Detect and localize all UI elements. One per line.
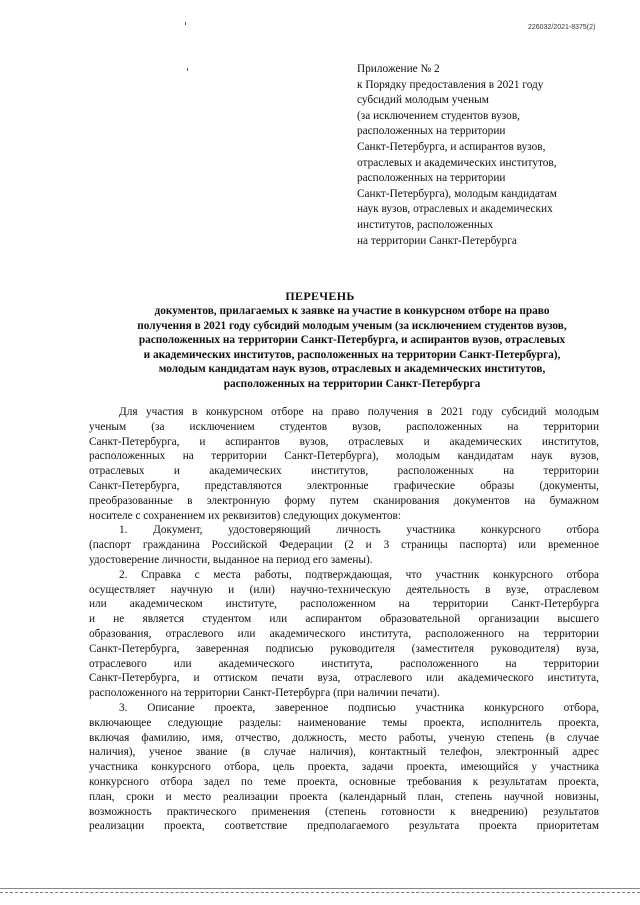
body-line: преобразованные в электронную форму путем сканирования документов на бумажном <box>89 494 599 507</box>
body-line: расположенного на территории Санкт-Петербурга (при наличии печати). <box>89 687 440 700</box>
appendix-line: отраслевых и академических институтов, <box>357 156 557 169</box>
appendix-line: расположенных на территории <box>357 172 506 185</box>
document-subtitle <box>102 304 602 392</box>
body-line: ученым (за исключением студентов вузов, расположенных на территории <box>89 420 599 433</box>
body-line: или академическом институте, расположенном на территории Санкт-Петербурга <box>89 598 599 611</box>
body-line: носителе с сохранением их реквизитов) следующих документов: <box>89 509 401 522</box>
body-line: осуществляет научную и (или) научно-техническую деятельность в вузе, отраслевом <box>89 583 599 596</box>
document-body <box>89 405 599 834</box>
body-line: расположенных на территории Санкт-Петербурга), молодым кандидатам наук вузов, <box>89 450 599 463</box>
body-line: Для участия в конкурсном отборе на право получения в 2021 году субсидий молодым <box>119 406 599 418</box>
appendix-line: (за исключением студентов вузов, <box>357 109 520 122</box>
body-line: реализации проекта, соответствие предполагаемого результата проекта приоритетам <box>89 820 599 833</box>
subtitle-line: расположенных на территории Санкт-Петербурга <box>223 377 481 390</box>
body-line: наличия), ученое звание (в случае наличия), контактный телефон, электронный адрес <box>89 746 599 759</box>
body-line: 1. Документ, удостоверяющий личность участника конкурсного отбора <box>119 524 599 537</box>
document-number: 226032/2021-8375(2) <box>528 24 596 31</box>
body-line: план, сроки и место реализации проекта (календарный план, степень научной новизны, <box>89 790 599 803</box>
appendix-line: институтов, расположенных <box>357 218 494 231</box>
body-line: образования, отраслевого или академического института, расположенного на территории <box>89 627 599 640</box>
subtitle-line: молодым кандидатам наук вузов, отраслевых и академических институтов, <box>158 363 546 376</box>
body-line: конкурсного отбора задел по теме проекта, основные требования к результатам проекта, <box>89 775 599 788</box>
body-line: 2. Справка с места работы, подтверждающая, что участник конкурсного отбора <box>119 568 599 581</box>
body-line: отраслевых и академических институтов, расположенных на территории <box>89 465 599 478</box>
appendix-line: к Порядку предоставления в 2021 году <box>357 78 544 91</box>
appendix-line: Приложение № 2 <box>357 63 440 75</box>
appendix-line: наук вузов, отраслевых и академических <box>357 203 553 216</box>
body-line: и не является студентом или аспирантом образовательной организации высшего <box>89 613 599 626</box>
body-line: включая фамилию, имя, отчество, должность, место работы, ученую степень (в случае <box>89 731 599 744</box>
body-line: Санкт-Петербурга, и аспирантов вузов, отраслевых и академических институтов, <box>89 435 599 448</box>
scan-mark <box>187 68 188 71</box>
subtitle-line: и академических институтов, расположенных на территории Санкт-Петербурга), <box>143 348 561 361</box>
appendix-line: расположенных на территории <box>357 125 506 138</box>
appendix-line: Санкт-Петербурга), молодым кандидатам <box>357 187 557 200</box>
body-line: (паспорт гражданина Российской Федерации (2 и 3 страницы паспорта) или временное <box>89 539 599 552</box>
appendix-line: Санкт-Петербурга, и аспирантов вузов, <box>357 140 546 153</box>
subtitle-line: документов, прилагаемых к заявке на участие в конкурсном отборе на право <box>154 305 550 317</box>
body-line: 3. Описание проекта, заверенное подписью участника конкурсного отбора, <box>119 701 599 714</box>
body-line: Санкт-Петербурга, представляются электронные графические образы (документы, <box>89 479 599 492</box>
body-line: участника конкурсного отбора, цель проекта, задачи проекта, имеющийся у участника <box>89 761 599 774</box>
body-line: возможность практического применения (степень готовности к внедрению) результатов <box>89 805 599 818</box>
body-line: отраслевого или академического института, расположенного на территории <box>89 657 599 670</box>
subtitle-line: расположенных на территории Санкт-Петербурга, и аспирантов вузов, отраслевых <box>138 334 566 347</box>
appendix-line: субсидий молодым ученым <box>357 94 489 107</box>
body-line: Санкт-Петербурга, заверенная подписью руководителя (заместителя руководителя) вуза, <box>89 642 599 655</box>
bottom-rule <box>0 888 640 893</box>
appendix-line: на территории Санкт-Петербурга <box>357 234 517 247</box>
document-title: ПЕРЕЧЕНЬ <box>285 289 355 303</box>
body-line: удостоверение личности, выданное на период его замены). <box>89 553 373 566</box>
scan-mark <box>185 22 186 25</box>
subtitle-line: получения в 2021 году субсидий молодым ученым (за исключением студентов вузов, <box>137 319 567 332</box>
body-line: Санкт-Петербурга, и оттиском печати вуза, отраслевого или академического института, <box>89 672 599 685</box>
body-line: включающее следующие разделы: наименование темы проекта, исполнитель проекта, <box>89 716 599 729</box>
appendix-block <box>357 62 607 249</box>
